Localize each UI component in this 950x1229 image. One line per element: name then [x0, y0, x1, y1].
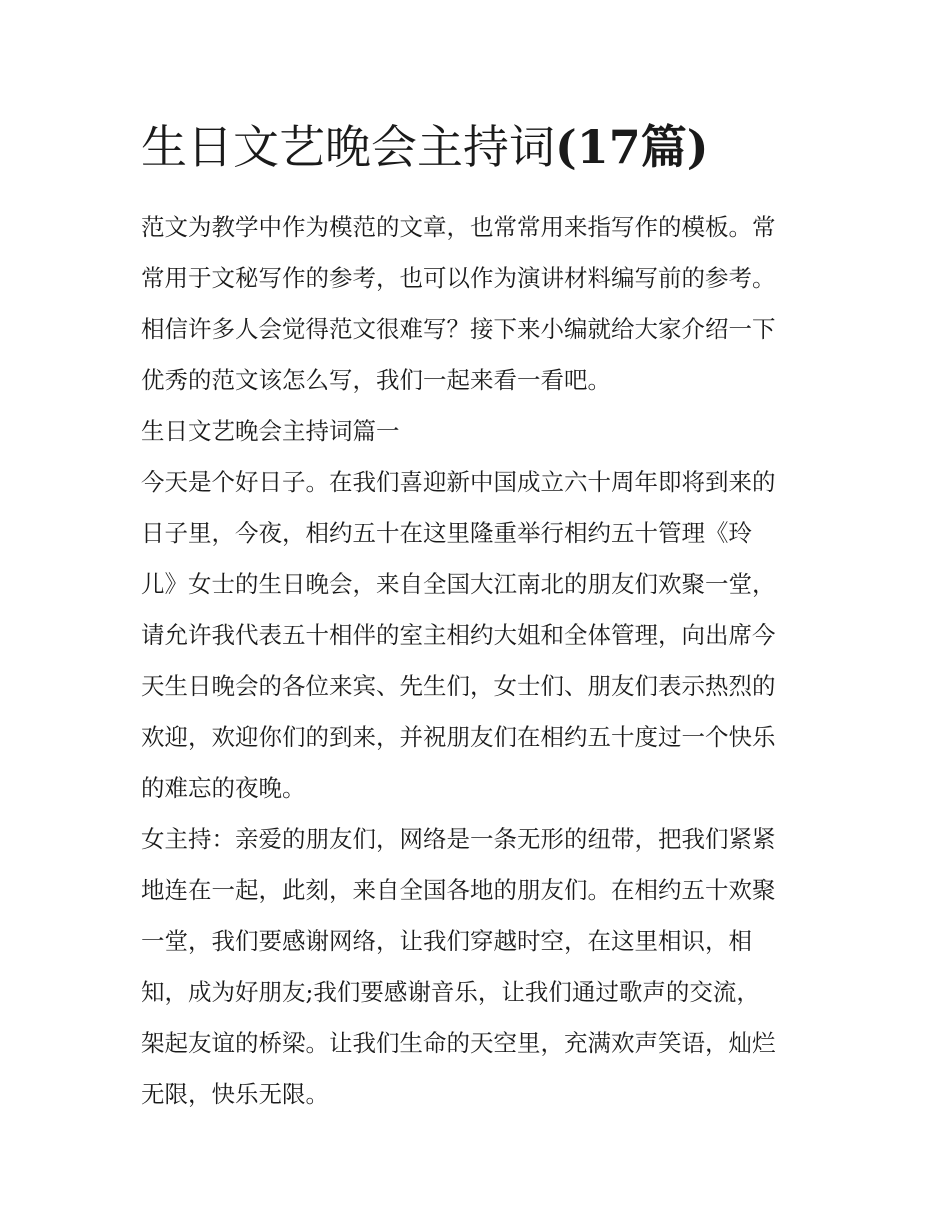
- paragraph-line: 无限，快乐无限。: [141, 1080, 329, 1108]
- document-page: [141, 118, 813, 1120]
- document-body: [141, 202, 813, 1120]
- paragraph-line: 天生日晚会的各位来宾、先生们，女士们、朋友们表示热烈的: [141, 672, 776, 700]
- paragraph-line: 知，成为好朋友;我们要感谢音乐，让我们通过歌声的交流，: [141, 978, 760, 1006]
- paragraph-line: 女主持：亲爱的朋友们，网络是一条无形的纽带，把我们紧紧: [141, 825, 776, 853]
- paragraph-line: 地连在一起，此刻，来自全国各地的朋友们。在相约五十欢聚: [141, 876, 776, 904]
- intro-line: 相信许多人会觉得范文很难写？接下来小编就给大家介绍一下: [141, 315, 776, 343]
- paragraph-line: 架起友谊的桥梁。让我们生命的天空里，充满欢声笑语，灿烂: [141, 1029, 776, 1057]
- title-count: (17篇): [555, 120, 709, 174]
- paragraph-line: 一堂，我们要感谢网络，让我们穿越时空，在这里相识，相: [141, 927, 752, 955]
- intro-line: 优秀的范文该怎么写，我们一起来看一看吧。: [141, 366, 611, 394]
- paragraph-line: 日子里，今夜，相约五十在这里隆重举行相约五十管理《玲: [141, 519, 752, 547]
- paragraph-line: 儿》女士的生日晚会，来自全国大江南北的朋友们欢聚一堂，: [141, 570, 776, 598]
- paragraph-line: 欢迎，欢迎你们的到来，并祝朋友们在相约五十度过一个快乐: [141, 723, 776, 751]
- document-title: [141, 118, 813, 176]
- section-heading: 生日文艺晚会主持词篇一: [141, 417, 400, 445]
- title-text: 生日文艺晚会主持词: [141, 120, 555, 174]
- intro-line: 常用于文秘写作的参考，也可以作为演讲材料编写前的参考。: [141, 264, 776, 292]
- paragraph-line: 的难忘的夜晚。: [141, 774, 306, 802]
- intro-line: 范文为教学中作为模范的文章，也常常用来指写作的模板。常: [141, 213, 776, 241]
- paragraph-line: 请允许我代表五十相伴的室主相约大姐和全体管理，向出席今: [141, 621, 776, 649]
- paragraph-line: 今天是个好日子。在我们喜迎新中国成立六十周年即将到来的: [141, 468, 776, 496]
